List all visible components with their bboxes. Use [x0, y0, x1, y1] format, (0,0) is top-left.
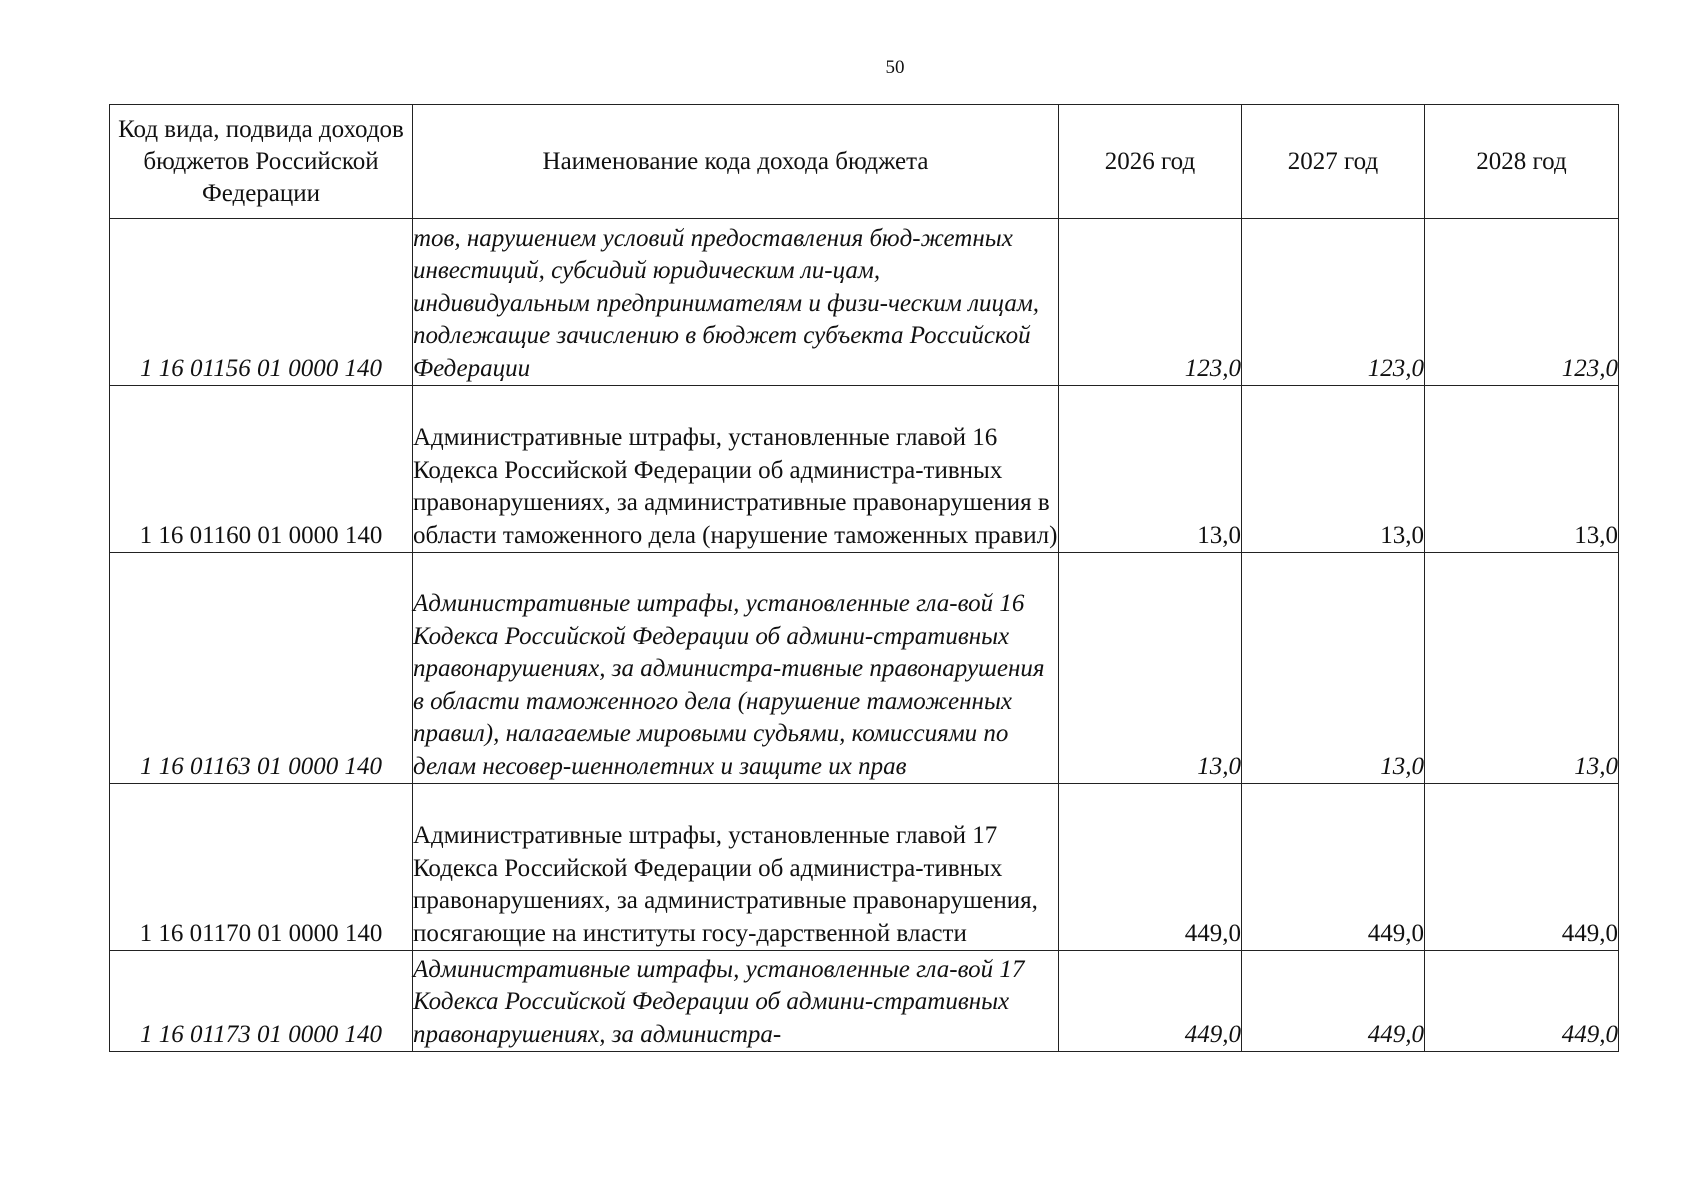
header-2027: 2027 год [1242, 105, 1425, 219]
revenue-code: 1 16 01160 01 0000 140 [110, 386, 413, 553]
table-row [110, 951, 1619, 1052]
value-2026: 123,0 [1059, 219, 1242, 386]
table-header-row [110, 105, 1619, 219]
value-2026: 449,0 [1059, 784, 1242, 951]
revenue-name: Административные штрафы, установленные главой 17 Кодекса Российской Федерации об администра-тивных правонарушениях, за административные правонарушения, посягающие на институты госу-дарственной власти [413, 784, 1059, 951]
header-2026: 2026 год [1059, 105, 1242, 219]
revenue-name: Административные штрафы, установленные главой 16 Кодекса Российской Федерации об администра-тивных правонарушениях, за административные правонарушения в области таможенного дела (нарушение таможенных правил) [413, 386, 1059, 553]
table-row [110, 553, 1619, 784]
value-2028: 13,0 [1425, 386, 1619, 553]
revenue-name: тов, нарушением условий предоставления бюд-жетных инвестиций, субсидий юридическим ли-цам, индивидуальным предпринимателям и физи-ческим лицам, подлежащие зачислению в бюджет субъекта Российской Федерации [413, 219, 1059, 386]
value-2028: 123,0 [1425, 219, 1619, 386]
table-row [110, 219, 1619, 386]
value-2028: 13,0 [1425, 553, 1619, 784]
header-2028: 2028 год [1425, 105, 1619, 219]
budget-revenue-table [109, 104, 1619, 1052]
revenue-code: 1 16 01163 01 0000 140 [110, 553, 413, 784]
value-2026: 13,0 [1059, 386, 1242, 553]
revenue-name: Административные штрафы, установленные гла-вой 17 Кодекса Российской Федерации об админи-стративных правонарушениях, за администра- [413, 951, 1059, 1052]
table-row [110, 386, 1619, 553]
value-2027: 13,0 [1242, 553, 1425, 784]
value-2028: 449,0 [1425, 784, 1619, 951]
value-2027: 13,0 [1242, 386, 1425, 553]
value-2027: 449,0 [1242, 784, 1425, 951]
page-number: 50 [885, 57, 905, 78]
value-2026: 449,0 [1059, 951, 1242, 1052]
table-row [110, 784, 1619, 951]
value-2028: 449,0 [1425, 951, 1619, 1052]
header-name: Наименование кода дохода бюджета [413, 105, 1059, 219]
revenue-code: 1 16 01170 01 0000 140 [110, 784, 413, 951]
value-2026: 13,0 [1059, 553, 1242, 784]
revenue-code: 1 16 01156 01 0000 140 [110, 219, 413, 386]
value-2027: 449,0 [1242, 951, 1425, 1052]
revenue-code: 1 16 01173 01 0000 140 [110, 951, 413, 1052]
revenue-name: Административные штрафы, установленные гла-вой 16 Кодекса Российской Федерации об админи-стративных правонарушениях, за администра-тивные правонарушения в области таможенного дела (нарушение таможенных правил), налагаемые мировыми судьями, комиссиями по делам несовер-шеннолетних и защите их прав [413, 553, 1059, 784]
value-2027: 123,0 [1242, 219, 1425, 386]
header-code: Код вида, подвида доходов бюджетов Российской Федерации [110, 105, 413, 219]
